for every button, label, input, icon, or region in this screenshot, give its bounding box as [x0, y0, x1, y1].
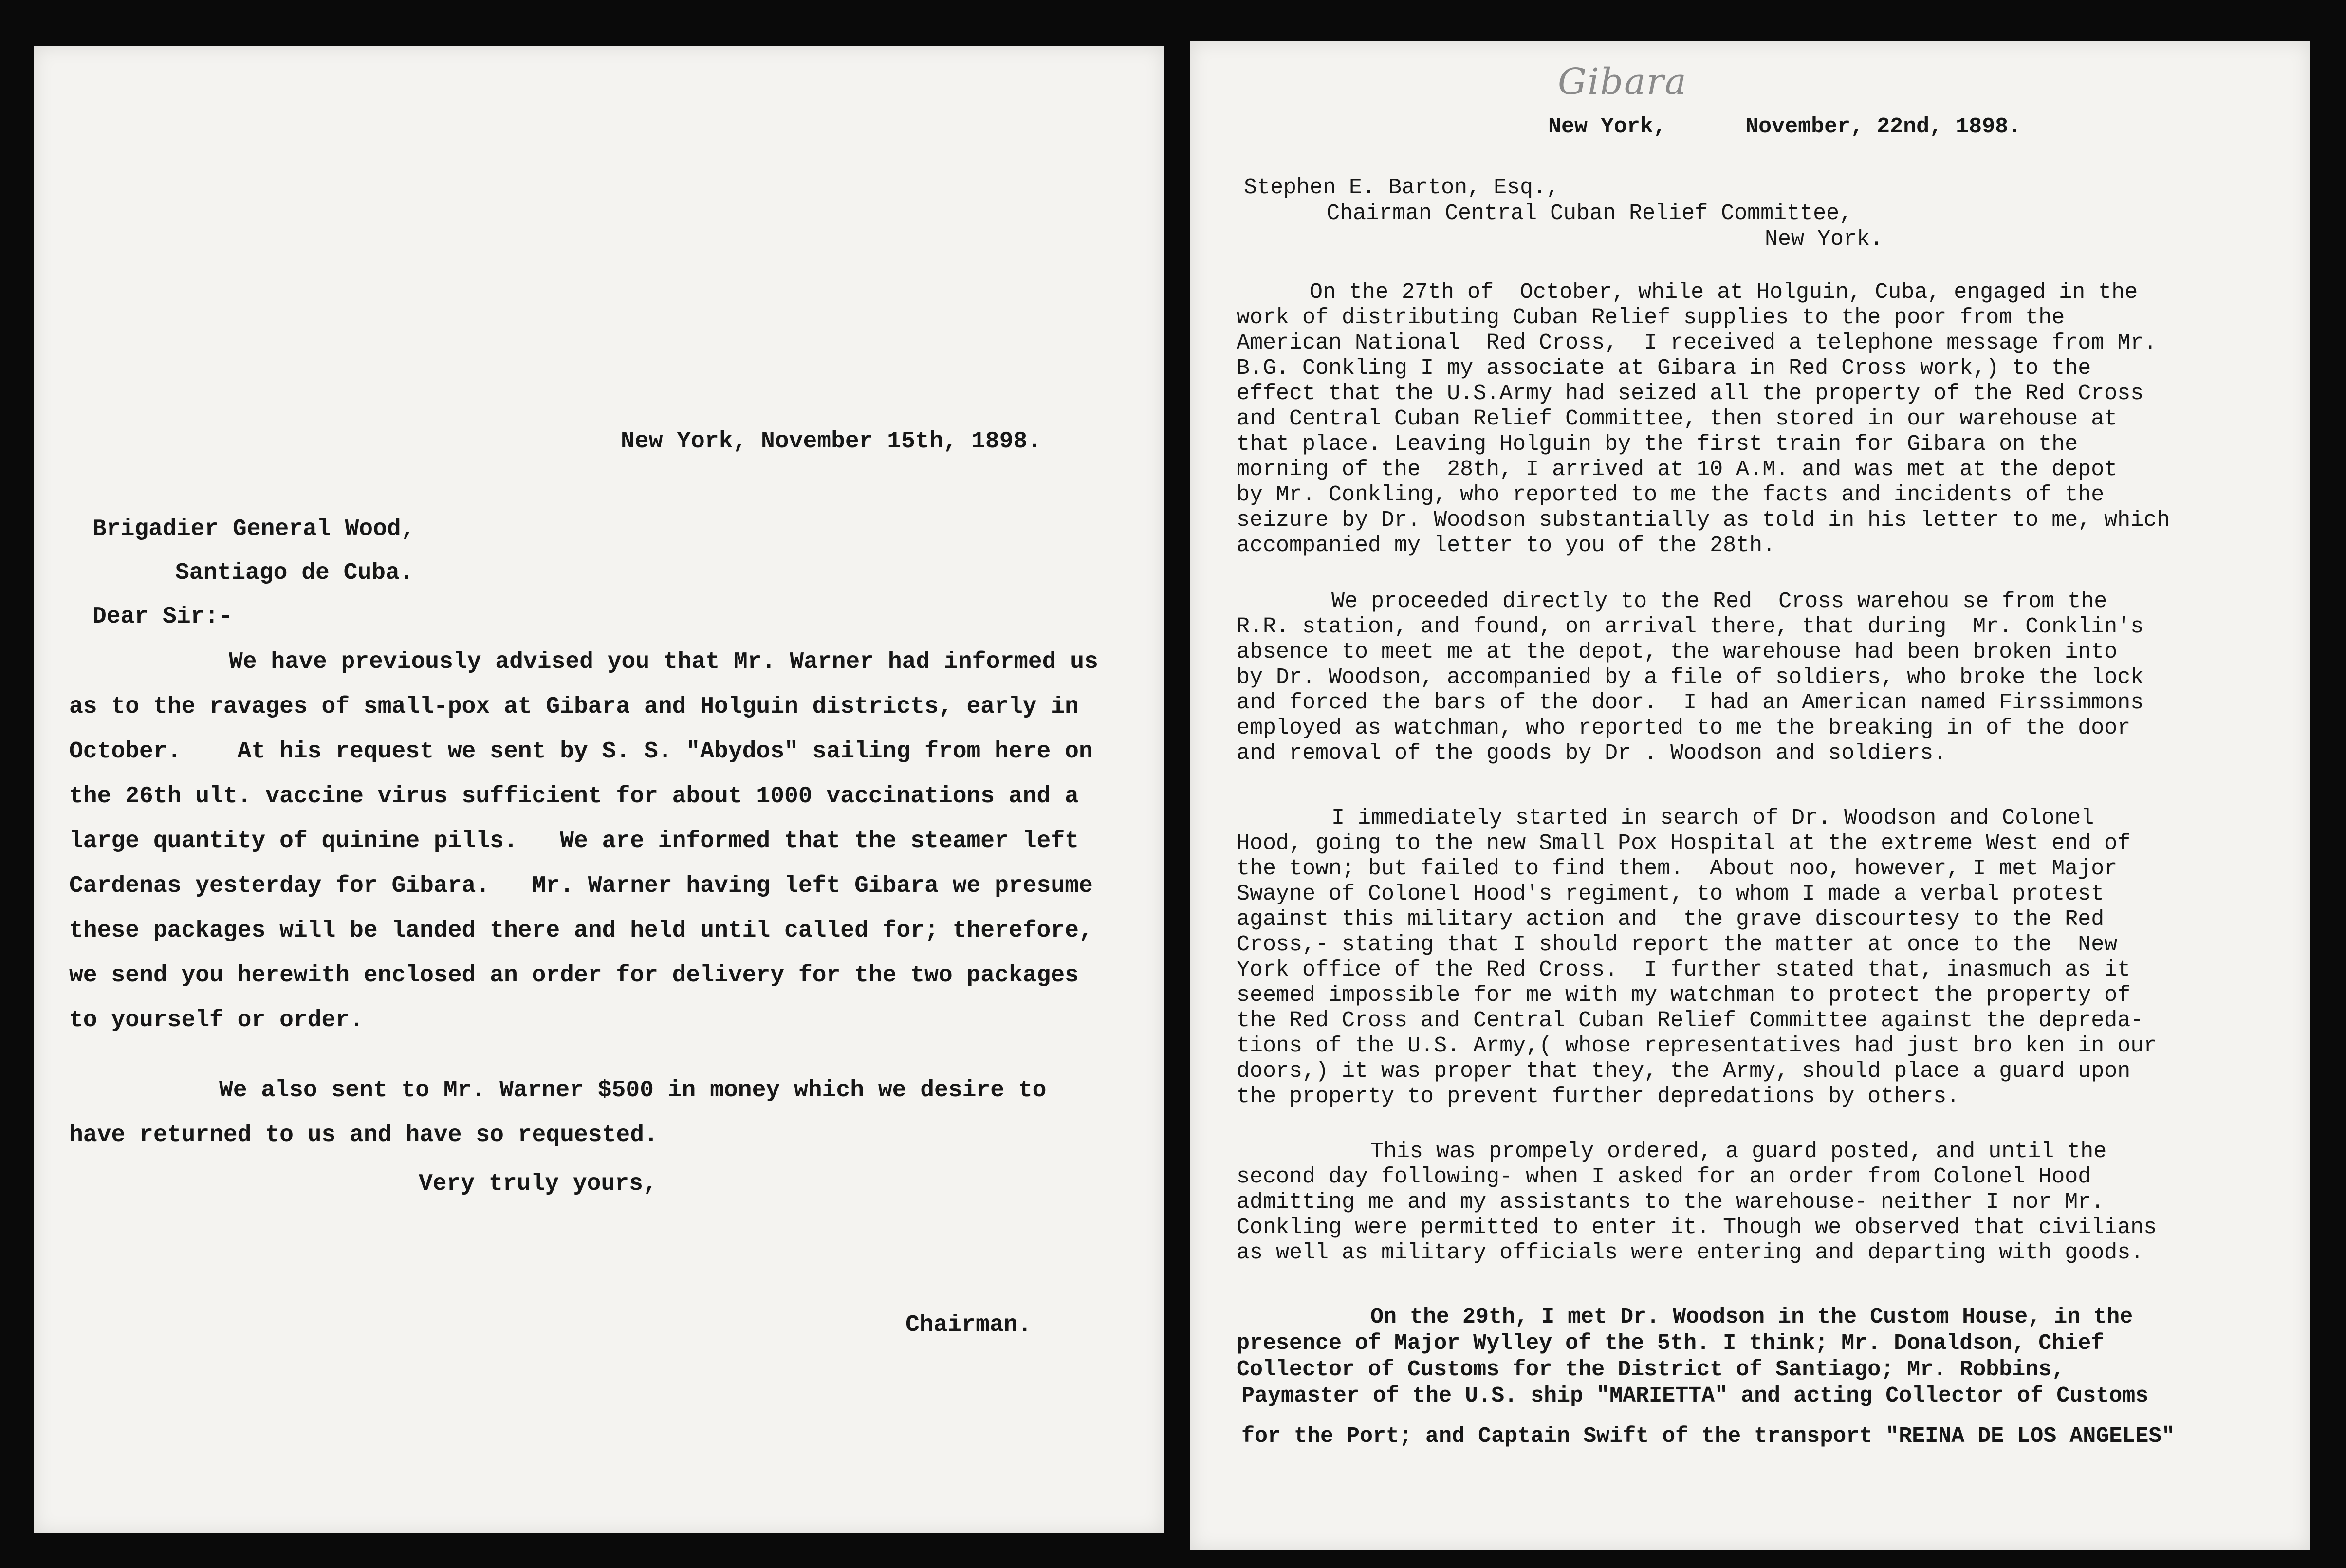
left-body-line: as to the ravages of small-pox at Gibara and Holguin districts, early in: [69, 694, 1079, 720]
left-body-line: the 26th ult. vaccine virus sufficient for about 1000 vaccinations and a: [69, 783, 1079, 810]
right-para4-line: admitting me and my assistants to the warehouse- neither I nor Mr.: [1237, 1190, 2105, 1215]
left-signature: Chairman.: [905, 1312, 1032, 1338]
right-para4-line: Conkling were permitted to enter it. Though we observed that civilians: [1237, 1215, 2157, 1240]
right-para3-line: York office of the Red Cross. I further stated that, inasmuch as it: [1237, 958, 2131, 982]
left-body-line: we send you herewith enclosed an order for delivery for the two packages: [69, 962, 1079, 989]
left-recipient-name: Brigadier General Wood,: [92, 516, 415, 542]
left-body-line: Cardenas yesterday for Gibara. Mr. Warner having left Gibara we presume: [69, 873, 1093, 899]
right-addressee-title: Chairman Central Cuban Relief Committee,: [1327, 201, 1853, 226]
right-addressee-name: Stephen E. Barton, Esq.,: [1244, 175, 1560, 200]
right-para2-line: employed as watchman, who reported to me the breaking in of the door: [1237, 716, 2131, 740]
right-para2-line: and removal of the goods by Dr . Woodson and soldiers.: [1237, 741, 1947, 766]
right-para2-line: We proceeded directly to the Red Cross warehou se from the: [1331, 589, 2107, 614]
right-para2-line: R.R. station, and found, on arrival there, that during Mr. Conklin's: [1237, 614, 2144, 639]
right-para4-line: second day following- when I asked for an order from Colonel Hood: [1237, 1164, 2091, 1189]
right-para1-line: On the 27th of October, while at Holguin, Cuba, engaged in the: [1310, 280, 2138, 305]
right-para4-line: This was prompely ordered, a guard posted, and until the: [1370, 1139, 2107, 1164]
left-body-line: large quantity of quinine pills. We are informed that the steamer left: [69, 828, 1079, 854]
right-para1-line: American National Red Cross, I received a telephone message from Mr.: [1237, 331, 2157, 355]
right-para3-line: the property to prevent further depredations by others.: [1237, 1084, 1960, 1109]
right-para3-line: Hood, going to the new Small Pox Hospital at the extreme West end of: [1237, 831, 2131, 856]
left-letter-page: [34, 46, 1164, 1533]
handwritten-note: Gibara: [1558, 61, 1687, 103]
left-salutation: Dear Sir:-: [92, 604, 233, 630]
right-para1-line: that place. Leaving Holguin by the first train for Gibara on the: [1237, 432, 2078, 457]
right-letter-page: [1190, 41, 2310, 1550]
right-para3-line: against this military action and the grave discourtesy to the Red: [1237, 907, 2105, 932]
right-para5-line: On the 29th, I met Dr. Woodson in the Custom House, in the: [1370, 1305, 2133, 1329]
right-para5-line: Paymaster of the U.S. ship "MARIETTA" and acting Collector of Customs: [1241, 1384, 2149, 1408]
right-para1-line: accompanied my letter to you of the 28th.: [1237, 533, 1776, 558]
right-para1-line: seizure by Dr. Woodson substantially as told in his letter to me, which: [1237, 508, 2170, 533]
left-body-line: these packages will be landed there and held until called for; therefore,: [69, 918, 1093, 944]
right-para3-line: seemed impossible for me with my watchman to protect the property of: [1237, 983, 2131, 1008]
left-closing: Very truly yours,: [419, 1171, 657, 1197]
right-para5-line: presence of Major Wylley of the 5th. I think; Mr. Donaldson, Chief: [1237, 1331, 2105, 1356]
right-para3-line: doors,) it was proper that they, the Army, should place a guard upon: [1237, 1059, 2131, 1084]
right-para3-line: Cross,- stating that I should report the matter at once to the New: [1237, 932, 2118, 957]
right-para1-line: effect that the U.S.Army had seized all the property of the Red Cross: [1237, 381, 2144, 406]
right-date-line: New York, November, 22nd, 1898.: [1548, 114, 2022, 139]
right-para1-line: by Mr. Conkling, who reported to me the facts and incidents of the: [1237, 482, 2105, 507]
left-recipient-place: Santiago de Cuba.: [175, 560, 414, 586]
right-para1-line: morning of the 28th, I arrived at 10 A.M. and was met at the depot: [1237, 457, 2118, 482]
right-para3-line: the Red Cross and Central Cuban Relief Committee against the depreda-: [1237, 1008, 2144, 1033]
right-para3-line: tions of the U.S. Army,( whose representatives had just bro ken in our: [1237, 1033, 2157, 1058]
right-para1-line: B.G. Conkling I my associate at Gibara in Red Cross work,) to the: [1237, 356, 2091, 381]
right-para2-line: by Dr. Woodson, accompanied by a file of soldiers, who broke the lock: [1237, 665, 2144, 690]
right-para3-line: I immediately started in search of Dr. Woodson and Colonel: [1331, 806, 2094, 830]
right-para3-line: Swayne of Colonel Hood's regiment, to whom I made a verbal protest: [1237, 882, 2105, 906]
left-body-line: We have previously advised you that Mr. Warner had informed us: [229, 649, 1098, 675]
left-date-line: New York, November 15th, 1898.: [621, 428, 1042, 455]
right-para1-line: work of distributing Cuban Relief supplies to the poor from the: [1237, 305, 2065, 330]
left-body-line: We also sent to Mr. Warner $500 in money which we desire to: [219, 1077, 1047, 1104]
right-para4-line: as well as military officials were entering and departing with goods.: [1237, 1240, 2144, 1265]
right-para2-line: absence to meet me at the depot, the warehouse had been broken into: [1237, 640, 2118, 664]
right-para3-line: the town; but failed to find them. About noo, however, I met Major: [1237, 856, 2118, 881]
left-body-line: have returned to us and have so requested.: [69, 1122, 658, 1148]
left-body-line: October. At his request we sent by S. S. "Abydos" sailing from here on: [69, 738, 1093, 765]
right-para2-line: and forced the bars of the door. I had an American named Firssimmons: [1237, 690, 2144, 715]
left-body-line: to yourself or order.: [69, 1007, 364, 1033]
right-para5-line: for the Port; and Captain Swift of the transport "REINA DE LOS ANGELES": [1241, 1424, 2175, 1449]
right-para5-line: Collector of Customs for the District of Santiago; Mr. Robbins,: [1237, 1357, 2065, 1382]
right-para1-line: and Central Cuban Relief Committee, then stored in our warehouse at: [1237, 406, 2118, 431]
right-addressee-city: New York.: [1765, 227, 1884, 252]
